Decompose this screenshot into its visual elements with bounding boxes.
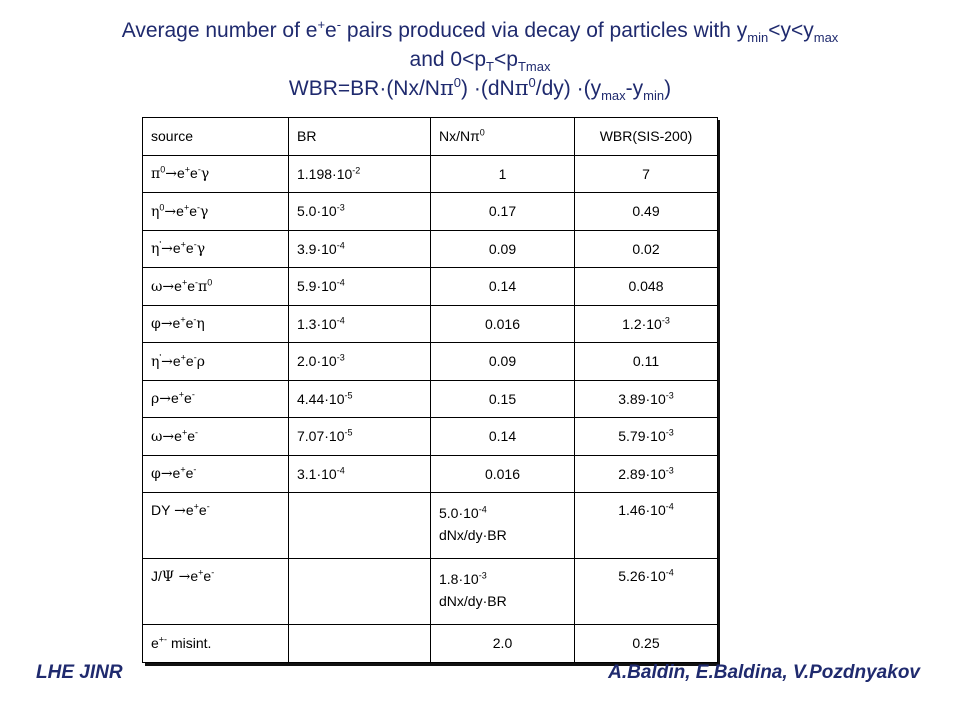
- title-text: /dy) ·(y: [535, 77, 602, 100]
- br-text: 3.1·10: [297, 465, 337, 482]
- table-row: [143, 305, 718, 343]
- source-text: e: [185, 502, 194, 518]
- slide-title: [20, 16, 940, 103]
- psi-symbol: Ψ: [161, 569, 175, 585]
- source-text: misint.: [167, 635, 212, 652]
- charge-sup: +: [184, 164, 191, 175]
- charge-sup: +: [180, 352, 186, 363]
- source-text: e: [185, 465, 194, 482]
- title-line-1: [20, 16, 940, 45]
- exponent-sup: -4: [665, 567, 674, 578]
- exponent-sup: -2: [352, 165, 361, 176]
- title-text: ) ·(dN: [461, 77, 515, 100]
- cell-source: [143, 380, 289, 418]
- extra-particle: ρ: [196, 353, 205, 370]
- charge-sup: +: [180, 464, 186, 475]
- title-sup: +: [317, 17, 326, 32]
- cell-wbr: [575, 380, 718, 418]
- charge-sup: -: [197, 202, 200, 213]
- ratio-text: 0.09: [488, 353, 517, 370]
- source-text: e: [174, 427, 182, 444]
- ratio-note: dNx/dy·BR: [439, 527, 507, 543]
- header-br: BR: [289, 118, 431, 156]
- source-text: e: [176, 165, 185, 182]
- particle-sup: 0: [159, 202, 165, 213]
- br-text: 5.0·10: [297, 203, 337, 220]
- table-row: [143, 455, 718, 493]
- cell-ratio: 2.0: [431, 625, 575, 663]
- cell-source: [143, 155, 289, 193]
- arrow-icon: →: [160, 316, 173, 333]
- charge-sup: -: [197, 164, 201, 175]
- charge-sup: +: [198, 567, 204, 578]
- ratio-text: 5.0·10: [439, 505, 479, 521]
- parent-particle: ω: [151, 428, 163, 445]
- parent-particle: η: [151, 353, 160, 370]
- extra-particle: γ: [200, 203, 209, 220]
- source-text: e: [151, 635, 159, 652]
- exponent-sup: -4: [336, 240, 345, 251]
- table-row: [143, 343, 718, 381]
- cell-source: [143, 493, 289, 559]
- ratio-text: 0.016: [484, 315, 521, 332]
- br-text: 2.0·10: [297, 353, 337, 370]
- source-text: e: [172, 352, 181, 369]
- br-text: 1.198·10: [297, 165, 353, 182]
- table-row: [143, 193, 718, 231]
- title-text: WBR=BR·(Nx/N: [288, 77, 440, 100]
- title-text: ): [664, 77, 672, 100]
- charge-sup: +: [183, 202, 190, 213]
- title-sub: T: [486, 59, 494, 75]
- cell-ratio: [431, 418, 575, 456]
- ratio-text: 0.15: [488, 390, 517, 407]
- title-text: and 0<p: [409, 48, 487, 71]
- source-text: e: [184, 390, 192, 407]
- ratio-note: dNx/dy·BR: [439, 593, 507, 609]
- particle-sup: 0: [207, 277, 213, 288]
- charge-sup: +: [180, 239, 186, 250]
- ratio-text: 0.09: [488, 240, 517, 257]
- exponent-sup: -4: [336, 465, 345, 476]
- cell-br: [289, 380, 431, 418]
- ratio-text: 0.016: [484, 465, 521, 482]
- source-text: e: [198, 502, 207, 518]
- title-sup: 0: [528, 75, 536, 90]
- title-sup: -: [336, 17, 342, 32]
- charge-sup: -: [193, 314, 197, 325]
- exponent-sup: -4: [478, 504, 487, 515]
- wbr-text: 2.89·10: [618, 465, 666, 482]
- title-line-2: [20, 45, 940, 74]
- cell-br: [289, 155, 431, 193]
- cell-br: [289, 559, 431, 625]
- arrow-icon: →: [161, 353, 173, 370]
- charge-sup: -: [195, 277, 199, 288]
- cell-source: [143, 193, 289, 231]
- title-text: -y: [625, 77, 644, 100]
- extra-particle: γ: [200, 166, 210, 183]
- exponent-sup: -4: [336, 315, 345, 326]
- exponent-sup: -3: [665, 390, 674, 401]
- wbr-text: 1.46·10: [618, 502, 666, 518]
- arrow-icon: →: [164, 203, 177, 220]
- exponent-sup: -4: [665, 501, 674, 512]
- table-row: [143, 418, 718, 456]
- title-sub: min: [643, 88, 665, 104]
- wbr-text: 0.048: [628, 278, 664, 295]
- cell-source: [143, 305, 289, 343]
- table-row-jpsi: [143, 559, 718, 625]
- cell-wbr: [575, 230, 718, 268]
- parent-particle: π: [151, 166, 161, 183]
- parent-particle: η: [151, 241, 160, 258]
- cell-ratio: [431, 380, 575, 418]
- source-text: DY: [151, 502, 175, 518]
- arrow-icon: →: [159, 391, 171, 408]
- charge-sup: +: [181, 277, 188, 288]
- title-sub: min: [747, 30, 769, 46]
- table-row-misint: [143, 625, 718, 663]
- cell-wbr: [575, 343, 718, 381]
- cell-wbr: [575, 193, 718, 231]
- cell-wbr: [575, 455, 718, 493]
- pi-symbol: π: [439, 76, 454, 100]
- header-wbr: WBR(SIS-200): [575, 118, 718, 156]
- charge-sup: -: [193, 464, 197, 475]
- cell-br: [289, 455, 431, 493]
- br-text: 1.3·10: [297, 315, 337, 332]
- ratio-text: 0.14: [488, 278, 517, 295]
- arrow-icon: →: [161, 241, 173, 258]
- particle-sup: ': [159, 239, 162, 250]
- data-table: [142, 117, 718, 663]
- extra-particle: π: [198, 278, 208, 295]
- cell-source: [143, 268, 289, 306]
- charge-sup: -: [191, 389, 195, 400]
- source-text: e: [187, 427, 196, 444]
- charge-sup: -: [193, 239, 197, 250]
- cell-source: [143, 343, 289, 381]
- cell-br: [289, 343, 431, 381]
- br-text: 4.44·10: [297, 390, 345, 407]
- cell-source: [143, 418, 289, 456]
- cell-source: [143, 230, 289, 268]
- cell-ratio: [431, 305, 575, 343]
- br-text: 7.07·10: [297, 428, 345, 445]
- parent-particle: η: [151, 203, 160, 220]
- cell-source: [143, 455, 289, 493]
- cell-ratio: [431, 193, 575, 231]
- table-row: [143, 268, 718, 306]
- particle-sup: ': [159, 352, 162, 363]
- table-row: [143, 380, 718, 418]
- parent-particle: φ: [151, 316, 161, 333]
- header-ratio-text: Nx/Nπ: [439, 128, 480, 145]
- cell-br: [289, 418, 431, 456]
- wbr-text: 7: [642, 165, 650, 182]
- cell-ratio: [431, 155, 575, 193]
- charge-sup: -: [211, 567, 215, 578]
- charge-sup: +: [178, 389, 185, 400]
- source-text: e: [190, 568, 199, 584]
- cell-br: [289, 625, 431, 663]
- cell-wbr: [575, 418, 718, 456]
- title-text: pairs produced via decay of particles with y: [341, 19, 748, 42]
- charge-sup: +: [181, 427, 188, 438]
- exponent-sup: -3: [665, 465, 674, 476]
- charge-sup: +: [180, 314, 186, 325]
- header-source: source: [143, 118, 289, 156]
- source-text: e: [203, 568, 212, 584]
- exponent-sup: -3: [665, 427, 674, 438]
- arrow-icon: →: [162, 428, 175, 445]
- cell-ratio: [431, 455, 575, 493]
- cell-wbr: 0.25: [575, 625, 718, 663]
- wbr-text: 5.79·10: [618, 428, 666, 445]
- source-text: e: [190, 165, 198, 182]
- title-sub: max: [813, 30, 839, 46]
- cell-br: [289, 493, 431, 559]
- cell-wbr: [575, 305, 718, 343]
- cell-br: [289, 268, 431, 306]
- ratio-text: 1.8·10: [439, 571, 479, 587]
- charge-sup: +-: [158, 634, 168, 645]
- exponent-sup: -4: [336, 277, 345, 288]
- wbr-text: 0.11: [632, 353, 660, 370]
- exponent-sup: -3: [661, 315, 670, 326]
- source-text: e: [185, 315, 194, 332]
- title-line-3: [20, 74, 940, 103]
- arrow-icon: →: [160, 466, 173, 483]
- cell-wbr: [575, 268, 718, 306]
- source-text: e: [185, 240, 194, 257]
- header-ratio-sup: 0: [479, 127, 485, 138]
- parent-particle: φ: [151, 466, 161, 483]
- exponent-sup: -5: [344, 390, 353, 401]
- source-text: J/: [151, 568, 162, 584]
- source-text: e: [189, 202, 197, 219]
- parent-particle: ρ: [151, 391, 160, 408]
- arrow-icon: →: [165, 166, 177, 183]
- source-text: e: [172, 465, 181, 482]
- source-text: e: [170, 390, 179, 407]
- exponent-sup: -3: [336, 352, 345, 363]
- cell-br: [289, 193, 431, 231]
- cell-wbr: [575, 559, 718, 625]
- table-row-dy: [143, 493, 718, 559]
- wbr-text: 3.89·10: [618, 390, 666, 407]
- wbr-text: 1.2·10: [622, 315, 662, 332]
- header-ratio: [431, 118, 575, 156]
- exponent-sup: -5: [344, 427, 353, 438]
- ratio-text: 0.17: [488, 203, 517, 220]
- charge-sup: -: [195, 427, 199, 438]
- parent-particle: ω: [151, 278, 163, 295]
- arrow-icon: →: [174, 503, 186, 519]
- title-text: <y<y: [768, 19, 814, 42]
- wbr-text: 0.49: [632, 203, 660, 220]
- table-row: [143, 230, 718, 268]
- cell-wbr: [575, 493, 718, 559]
- source-text: e: [185, 352, 194, 369]
- cell-ratio: [431, 343, 575, 381]
- wbr-text: 0.02: [632, 240, 660, 257]
- ratio-text: 1: [498, 165, 507, 182]
- cell-ratio: [431, 268, 575, 306]
- arrow-icon: →: [174, 569, 191, 585]
- particle-sup: 0: [160, 164, 166, 175]
- wbr-text: 5.26·10: [618, 568, 666, 584]
- br-text: 5.9·10: [297, 278, 337, 295]
- exponent-sup: -3: [336, 202, 345, 213]
- exponent-sup: -3: [478, 570, 487, 581]
- title-text: Average number of e: [121, 19, 318, 42]
- cell-br: [289, 305, 431, 343]
- cell-source: [143, 625, 289, 663]
- title-sub: Tmax: [517, 59, 551, 75]
- footer-institution: LHE JINR: [36, 662, 123, 683]
- source-text: e: [172, 240, 181, 257]
- pi-symbol: π: [514, 76, 529, 100]
- footer-authors: A.Baldin, E.Baldina, V.Pozdnyakov: [608, 662, 920, 683]
- source-text: e: [176, 202, 184, 219]
- source-text: e: [174, 277, 182, 294]
- extra-particle: γ: [196, 241, 206, 258]
- title-sup: 0: [453, 75, 462, 90]
- arrow-icon: →: [162, 278, 175, 295]
- title-text: e: [325, 19, 337, 42]
- ratio-text: 0.14: [488, 428, 517, 445]
- charge-sup: -: [206, 501, 210, 512]
- br-text: 3.9·10: [297, 240, 337, 257]
- table-row: [143, 155, 718, 193]
- source-text: e: [187, 277, 196, 294]
- data-table-container: [142, 117, 717, 663]
- source-text: e: [172, 315, 181, 332]
- title-text: <p: [494, 48, 518, 71]
- table-header-row: [143, 118, 718, 156]
- cell-br: [289, 230, 431, 268]
- charge-sup: -: [193, 352, 197, 363]
- cell-source: [143, 559, 289, 625]
- charge-sup: +: [193, 501, 199, 512]
- extra-particle: η: [196, 316, 205, 333]
- cell-ratio: [431, 230, 575, 268]
- title-sub: max: [601, 88, 626, 104]
- cell-ratio: [431, 493, 575, 559]
- cell-ratio: [431, 559, 575, 625]
- cell-wbr: [575, 155, 718, 193]
